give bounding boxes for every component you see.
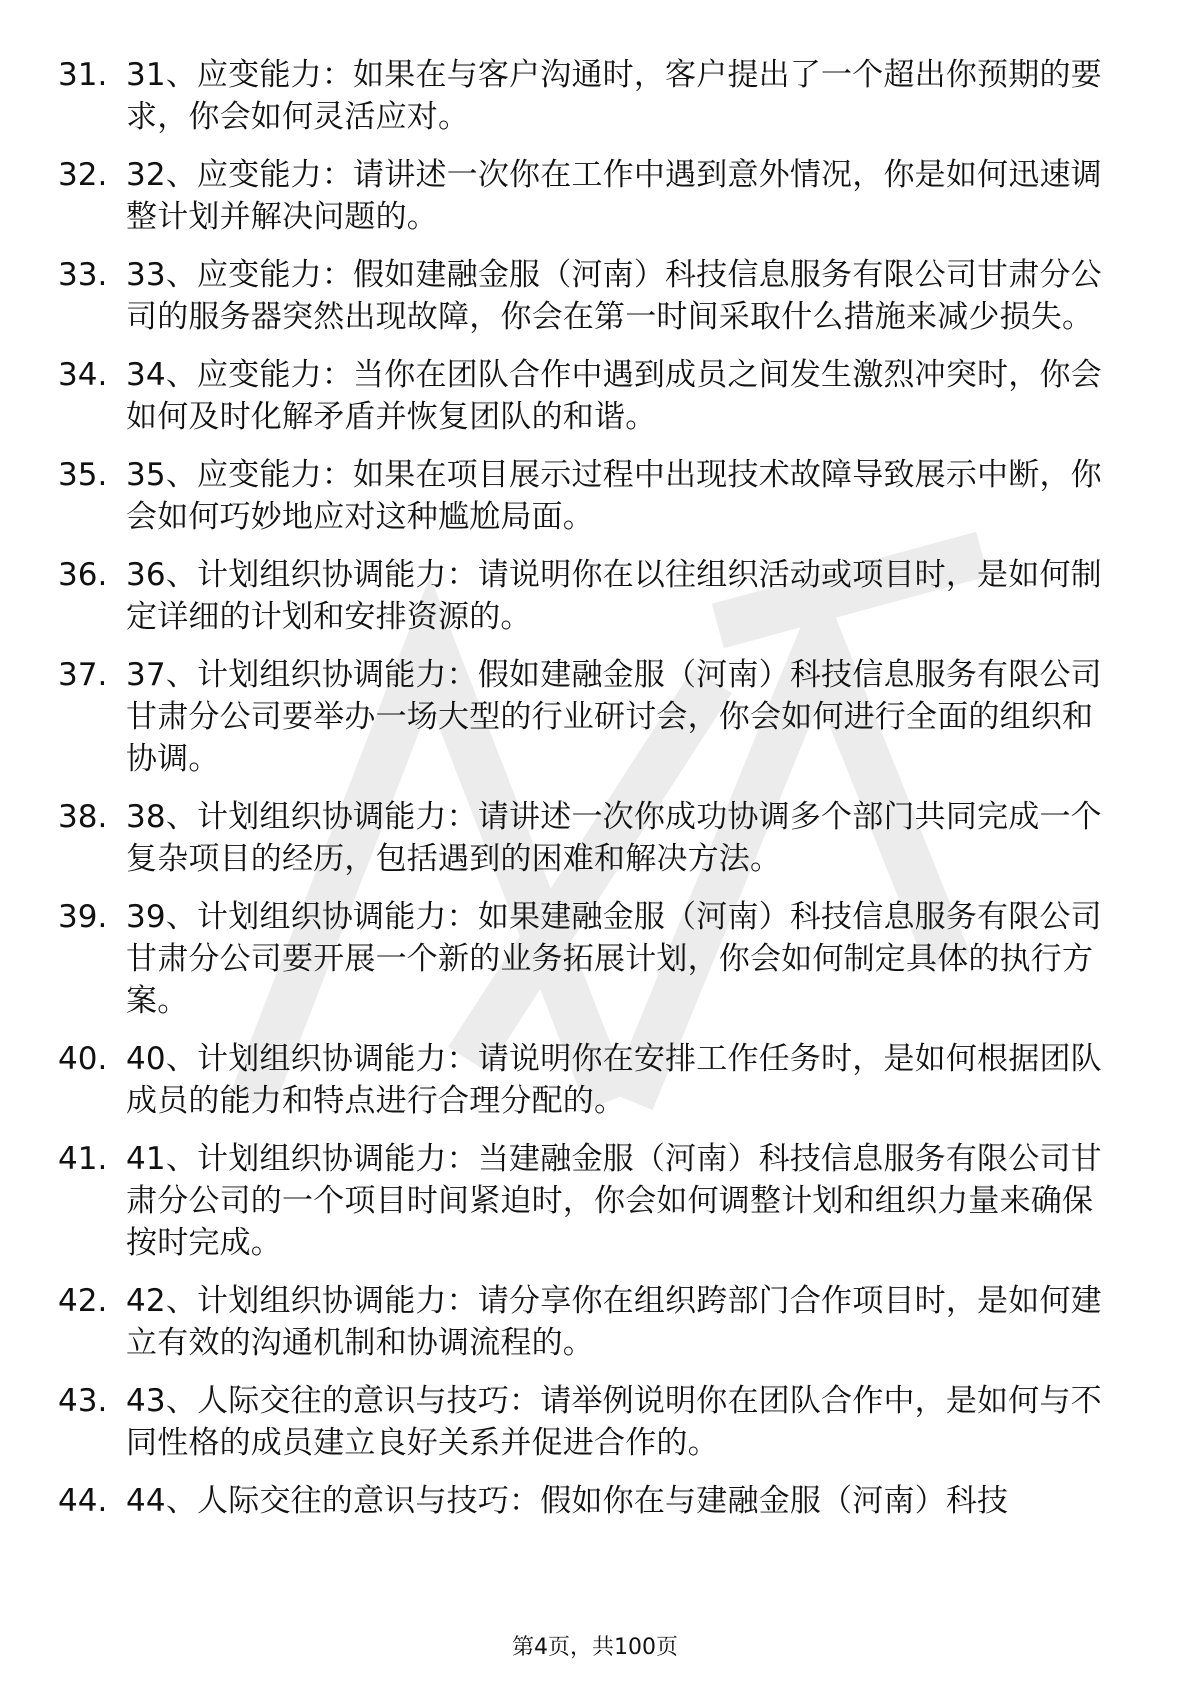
item-number: 32. [58, 157, 108, 193]
item-text: 37、计划组织协调能力：假如建融金服（河南）科技信息服务有限公司甘肃分公司要举办一场大型的行业研讨会，你会如何进行全面的组织和协调。 [126, 657, 1102, 777]
item-number: 37. [58, 657, 108, 693]
list-item [58, 454, 1138, 538]
item-text: 33、应变能力：假如建融金服（河南）科技信息服务有限公司甘肃分公司的服务器突然出现故障，你会在第一时间采取什么措施来减少损失。 [126, 257, 1102, 335]
item-number: 39. [58, 899, 108, 935]
list-item [58, 1280, 1138, 1364]
item-number: 40. [58, 1041, 108, 1077]
item-text: 41、计划组织协调能力：当建融金服（河南）科技信息服务有限公司甘肃分公司的一个项目时间紧迫时，你会如何调整计划和组织力量来确保按时完成。 [126, 1141, 1102, 1261]
list-item [58, 796, 1138, 880]
question-list [58, 54, 1138, 1538]
item-number: 33. [58, 257, 108, 293]
item-number: 35. [58, 457, 108, 493]
list-item [58, 1038, 1138, 1122]
item-number: 38. [58, 799, 108, 835]
list-item [58, 1138, 1138, 1264]
item-number: 41. [58, 1141, 108, 1177]
list-item [58, 896, 1138, 1022]
item-number: 34. [58, 357, 108, 393]
item-text: 35、应变能力：如果在项目展示过程中出现技术故障导致展示中断，你会如何巧妙地应对这种尴尬局面。 [126, 457, 1102, 535]
item-text: 32、应变能力：请讲述一次你在工作中遇到意外情况，你是如何迅速调整计划并解决问题的。 [126, 157, 1102, 235]
page-footer: 第4页，共100页 [512, 1635, 678, 1660]
list-item [58, 554, 1138, 638]
item-text: 38、计划组织协调能力：请讲述一次你成功协调多个部门共同完成一个复杂项目的经历，包括遇到的困难和解决方法。 [126, 799, 1102, 877]
list-item [58, 654, 1138, 780]
list-item [58, 1380, 1138, 1464]
item-number: 44. [58, 1483, 108, 1519]
item-text: 42、计划组织协调能力：请分享你在组织跨部门合作项目时，是如何建立有效的沟通机制和协调流程的。 [126, 1283, 1102, 1361]
item-text: 36、计划组织协调能力：请说明你在以往组织活动或项目时，是如何制定详细的计划和安排资源的。 [126, 557, 1102, 635]
item-number: 31. [58, 57, 108, 93]
item-text: 31、应变能力：如果在与客户沟通时，客户提出了一个超出你预期的要求，你会如何灵活应对。 [126, 57, 1102, 135]
list-item [58, 254, 1138, 338]
item-number: 36. [58, 557, 108, 593]
list-item [58, 354, 1138, 438]
item-text: 43、人际交往的意识与技巧：请举例说明你在团队合作中，是如何与不同性格的成员建立良好关系并促进合作的。 [126, 1383, 1102, 1461]
list-item [58, 54, 1138, 138]
item-text: 39、计划组织协调能力：如果建融金服（河南）科技信息服务有限公司甘肃分公司要开展一个新的业务拓展计划，你会如何制定具体的执行方案。 [126, 899, 1102, 1019]
item-text: 40、计划组织协调能力：请说明你在安排工作任务时，是如何根据团队成员的能力和特点进行合理分配的。 [126, 1041, 1102, 1119]
item-text: 44、人际交往的意识与技巧：假如你在与建融金服（河南）科技 [126, 1483, 1009, 1519]
list-item [58, 1480, 1138, 1522]
list-item [58, 154, 1138, 238]
item-number: 42. [58, 1283, 108, 1319]
item-number: 43. [58, 1383, 108, 1419]
item-text: 34、应变能力：当你在团队合作中遇到成员之间发生激烈冲突时，你会如何及时化解矛盾并恢复团队的和谐。 [126, 357, 1102, 435]
